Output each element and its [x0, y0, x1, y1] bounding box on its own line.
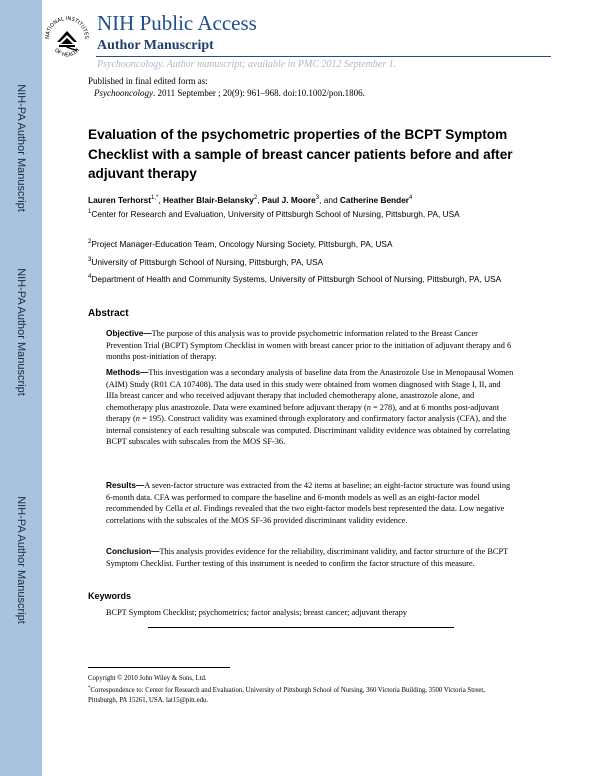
author-name: Paul J. Moore [261, 195, 316, 205]
correspondence-note: *Correspondence to: Center for Research and Evaluation, University of Pittsburgh School of Nursing, 360 Victoria Building, 3500 Victoria Street, Pittsburgh, PA 15261, USA. lat15@pitt.edu. [88, 686, 485, 704]
nih-public-access-title: NIH Public Access [97, 11, 257, 35]
header-divider [96, 56, 551, 57]
published-in-label: Published in final edited form as: [88, 76, 208, 86]
citation: Psychooncology. 2011 September ; 20(9): 961–968. doi:10.1002/pon.1806. [94, 88, 365, 98]
abstract-results: Results—A seven-factor structure was extracted from the 42 items at baseline; an eight-factor structure was found using 6-month data. CFA was performed to compare the baseline and 6-month models as well as an eight-factor model recommended by Cella et al. Findings revealed that the two eight-factor models best represented the data. Low negative correlations with the subscales of the MOS SF-36 provided discriminant validity evidence. [106, 480, 511, 525]
conclusion-label: Conclusion— [106, 546, 160, 556]
author-name: Catherine Bender [339, 195, 410, 205]
keywords-heading: Keywords [88, 591, 132, 601]
footnote-divider [88, 667, 230, 668]
svg-text:NATIONAL INSTITUTES: NATIONAL INSTITUTES [44, 15, 90, 40]
author-name: Heather Blair-Belansky [162, 195, 254, 205]
abstract-objective: Objective—The purpose of this analysis was to provide psychometric information related to the Breast Cancer Prevention Trial (BCPT) Symptom Checklist in women with breast cancer prior to the initiation of adjuvant therapy and 6 months post-initiation of therapy. [106, 328, 512, 361]
affiliation: $^4$Department of Health and Community Systems, University of Pittsburgh School of Nursing, Pittsburgh, PA, USA [88, 274, 502, 284]
eagle-emblem-icon [57, 31, 77, 50]
abstract-conclusion: Conclusion—This analysis provides evidence for the reliability, discriminant validity, and factor structure of the BCPT Symptom Checklist. Further testing of this instrument is needed to confirm the factor structure of this measure. [106, 546, 509, 568]
nih-logo [43, 6, 91, 70]
keywords-list: BCPT Symptom Checklist; psychometrics; factor analysis; breast cancer; adjuvant therapy [106, 608, 408, 617]
affiliation: $^2$Project Manager-Education Team, Oncology Nursing Society, Pittsburgh, PA, USA [88, 239, 393, 249]
section-divider [148, 627, 454, 628]
svg-text:OF HEALTH: OF HEALTH [52, 47, 82, 59]
results-label: Results— [106, 480, 145, 490]
publication-info [88, 75, 365, 99]
journal-name: Psychooncology [94, 88, 153, 98]
affiliation: $^3$University of Pittsburgh School of Nursing, Pittsburgh, PA, USA [88, 257, 324, 267]
nih-sidebar: NIH-PA Author Manuscript NIH-PA Author Manuscript NIH-PA Author Manuscript [0, 0, 42, 776]
affiliation: $^1$Center for Research and Evaluation, University of Pittsburgh School of Nursing, Pittsburgh, PA, USA [88, 209, 460, 219]
copyright-note: Copyright © 2010 John Wiley & Sons, Ltd. [88, 675, 207, 682]
abstract-methods: Methods—This investigation was a secondary analysis of baseline data from the Anastrozole Use in Menopausal Women (AIM) Study (R01 CA 107408). The data used in this study were obtained from women diagnosed with Stage I, II, and IIIa breast cancer and who received adjuvant therapy that included chemotherapy alone, anastrozole alone, and chemotherapy plus anastrozole. Data were examined before adjuvant therapy (n = 278), and at 6 months post-adjuvant therapy (n = 195). Construct validity was examined through exploratory and confirmatory factor analysis (CFA), and the internal consistency of each resulting subscale was computed. Discriminant validity evidence was obtained by correlating BCPT subscales with subscales from the MOS SF-36. [106, 367, 514, 446]
article-title: Evaluation of the psychometric properties of the BCPT Symptom Checklist with a sample of breast cancer patients before and after adjuvant therapy [88, 127, 513, 181]
abstract-heading: Abstract [88, 308, 129, 319]
author-manuscript-label: Author Manuscript [97, 38, 214, 53]
availability-note: Psychooncology. Author manuscript; available in PMC 2012 September 1. [97, 59, 397, 70]
objective-label: Objective— [106, 328, 152, 338]
author-name: Lauren Terhorst [88, 195, 152, 205]
author-list: Lauren Terhorst$^{1,*}$, Heather Blair-Belansky$^2$, Paul J. Moore$^3$, and Catherine Bender$^4$ [88, 195, 413, 205]
methods-label: Methods— [106, 367, 149, 377]
